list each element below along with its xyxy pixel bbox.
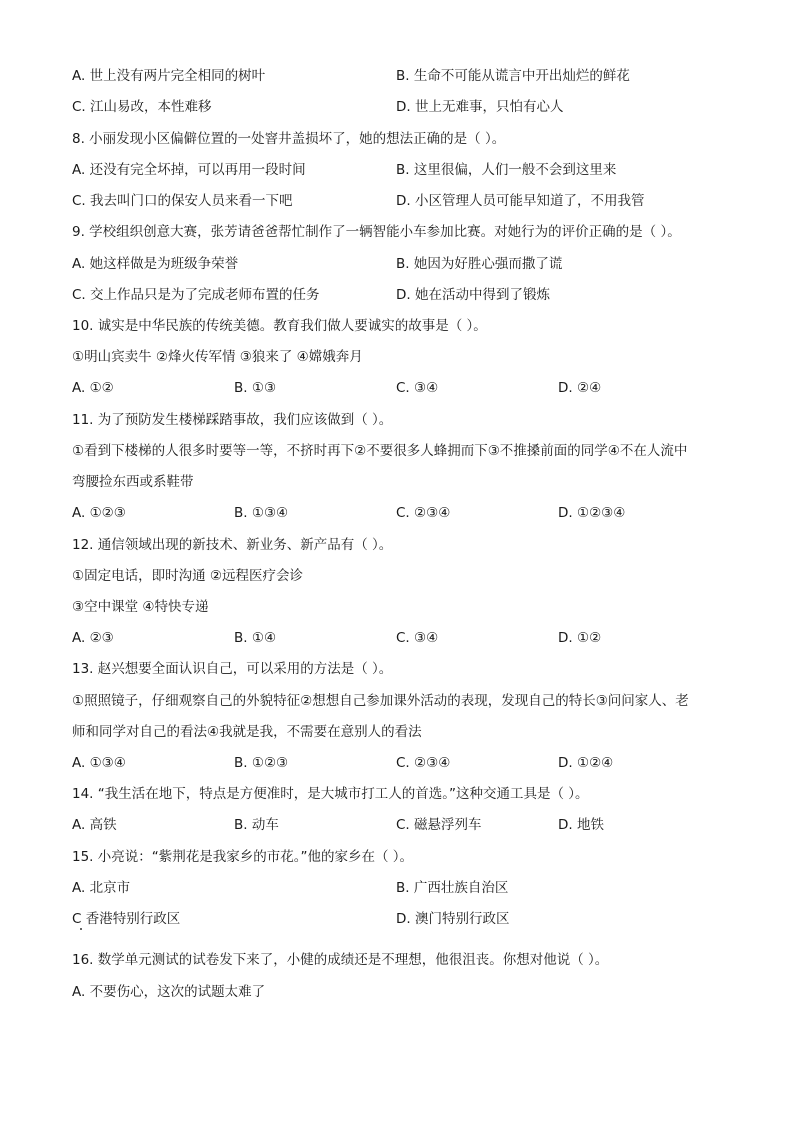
q15-options-row2 bbox=[72, 909, 732, 929]
q13-items-line2: 师和同学对自己的看法④我就是我，不需要在意别人的看法 bbox=[72, 724, 422, 740]
q11-items-line2: 弯腰捡东西或系鞋带 bbox=[72, 474, 194, 490]
q11-stem: 11. 为了预防发生楼梯踩踏事故，我们应该做到（ ）。 bbox=[72, 412, 393, 428]
q14-stem: 14. “我生活在地下，特点是方便准时，是大城市打工人的首选。”这种交通工具是（ ）。 bbox=[72, 786, 589, 802]
q12-options bbox=[72, 628, 732, 648]
q15-option-d: D. 澳门特别行政区 bbox=[396, 911, 510, 927]
q8-options-row1 bbox=[72, 160, 732, 180]
q15-option-a: A. 北京市 bbox=[72, 880, 131, 896]
q9-option-b: B. 她因为好胜心强而撒了谎 bbox=[396, 256, 563, 272]
q9-option-a: A. 她这样做是为班级争荣誉 bbox=[72, 256, 239, 272]
q13-option-d: D. ①②④ bbox=[558, 755, 614, 771]
q12-option-b: B. ①④ bbox=[234, 630, 277, 646]
q14-option-b: B. 动车 bbox=[234, 817, 279, 833]
q11-option-d: D. ①②③④ bbox=[558, 505, 626, 521]
q7-option-c: C. 江山易改，本性难移 bbox=[72, 99, 212, 115]
q16-option-a: A. 不要伤心，这次的试题太难了 bbox=[72, 984, 266, 1000]
q15-option-c: C 香港特别行政区 bbox=[72, 911, 181, 927]
q11-options bbox=[72, 503, 732, 523]
q7-option-d: D. 世上无难事，只怕有心人 bbox=[396, 99, 564, 115]
q13-option-c: C. ②③④ bbox=[396, 755, 451, 771]
q15-option-b: B. 广西壮族自治区 bbox=[396, 880, 509, 896]
q10-stem: 10. 诚实是中华民族的传统美德。教育我们做人要诚实的故事是（ ）。 bbox=[72, 318, 487, 334]
q10-option-c: C. ③④ bbox=[396, 380, 439, 396]
q7-options-row2 bbox=[72, 97, 732, 117]
q11-option-c: C. ②③④ bbox=[396, 505, 451, 521]
q9-option-c: C. 交上作品只是为了完成老师布置的任务 bbox=[72, 287, 320, 303]
q7-option-b: B. 生命不可能从谎言中开出灿烂的鲜花 bbox=[396, 68, 630, 84]
q14-options bbox=[72, 815, 732, 835]
q11-option-b: B. ①③④ bbox=[234, 505, 289, 521]
q15-stem: 15. 小亮说：“紫荆花是我家乡的市花。”他的家乡在（ ）。 bbox=[72, 849, 414, 865]
q12-option-c: C. ③④ bbox=[396, 630, 439, 646]
q9-option-d: D. 她在活动中得到了锻炼 bbox=[396, 287, 550, 303]
q16-stem: 16. 数学单元测试的试卷发下来了，小健的成绩还是不理想，他很沮丧。你想对他说（ ）。 bbox=[72, 952, 609, 968]
q12-option-d: D. ①② bbox=[558, 630, 602, 646]
q9-stem: 9. 学校组织创意大赛，张芳请爸爸帮忙制作了一辆智能小车参加比赛。对她行为的评价正确的是（ ）。 bbox=[72, 224, 681, 240]
q15-options-row1 bbox=[72, 878, 732, 898]
q12-items-line1: ①固定电话，即时沟通 ②远程医疗会诊 bbox=[72, 568, 303, 584]
q8-option-c: C. 我去叫门口的保安人员来看一下吧 bbox=[72, 193, 293, 209]
q10-option-a: A. ①② bbox=[72, 380, 114, 396]
q11-option-a: A. ①②③ bbox=[72, 505, 126, 521]
q13-items-line1: ①照照镜子，仔细观察自己的外貌特征②想想自己参加课外活动的表现，发现自己的特长③问问家人、老 bbox=[72, 693, 689, 709]
q13-options bbox=[72, 753, 732, 773]
q12-items-line2: ③空中课堂 ④特快专递 bbox=[72, 599, 209, 615]
q10-options bbox=[72, 378, 732, 398]
q9-options-row2 bbox=[72, 285, 732, 305]
stray-dot-mark bbox=[80, 928, 82, 930]
q14-option-c: C. 磁悬浮列车 bbox=[396, 817, 482, 833]
q8-option-a: A. 还没有完全坏掉，可以再用一段时间 bbox=[72, 162, 306, 178]
q13-option-a: A. ①③④ bbox=[72, 755, 126, 771]
q7-option-a: A. 世上没有两片完全相同的树叶 bbox=[72, 68, 266, 84]
q14-option-d: D. 地铁 bbox=[558, 817, 604, 833]
q10-option-b: B. ①③ bbox=[234, 380, 277, 396]
q12-stem: 12. 通信领域出现的新技术、新业务、新产品有（ ）。 bbox=[72, 537, 393, 553]
q8-option-d: D. 小区管理人员可能早知道了，不用我管 bbox=[396, 193, 645, 209]
q13-stem: 13. 赵兴想要全面认识自己，可以采用的方法是（ ）。 bbox=[72, 661, 393, 677]
q9-options-row1 bbox=[72, 254, 732, 274]
q13-option-b: B. ①②③ bbox=[234, 755, 289, 771]
q7-options-row1 bbox=[72, 66, 732, 86]
q14-option-a: A. 高铁 bbox=[72, 817, 117, 833]
q8-option-b: B. 这里很偏，人们一般不会到这里来 bbox=[396, 162, 617, 178]
q8-stem: 8. 小丽发现小区偏僻位置的一处窨井盖损坏了，她的想法正确的是（ ）。 bbox=[72, 131, 506, 147]
q10-items: ①明山宾卖牛 ②烽火传军情 ③狼来了 ④嫦娥奔月 bbox=[72, 349, 363, 365]
q8-options-row2 bbox=[72, 191, 732, 211]
q11-items-line1: ①看到下楼梯的人很多时要等一等，不挤时再下②不要很多人蜂拥而下③不推搡前面的同学④不在人流中 bbox=[72, 443, 688, 459]
q12-option-a: A. ②③ bbox=[72, 630, 114, 646]
q10-option-d: D. ②④ bbox=[558, 380, 602, 396]
